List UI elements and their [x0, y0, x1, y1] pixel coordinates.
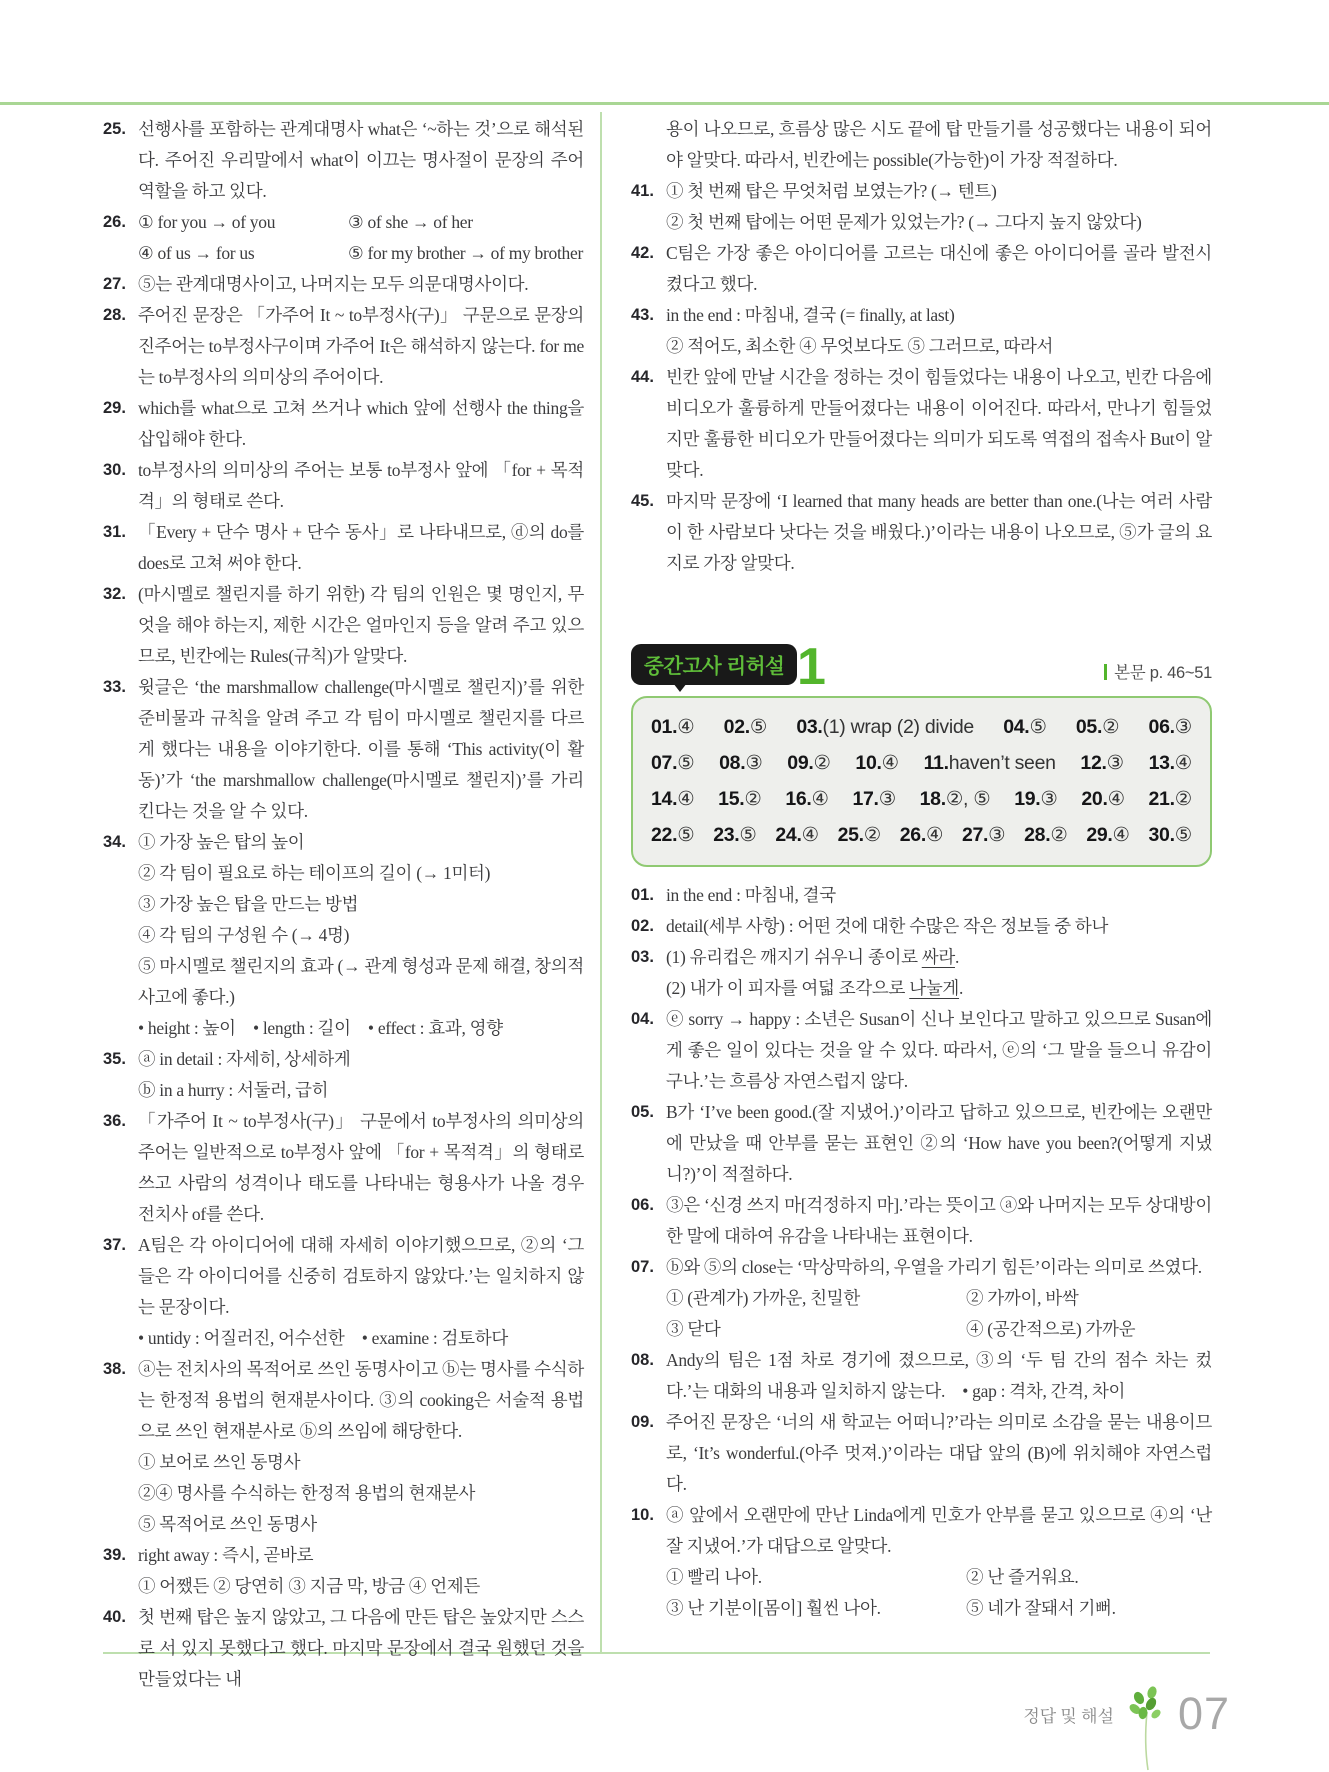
answer-key-box: [631, 696, 1212, 867]
item-body: [138, 1354, 584, 1540]
answer-number: 21.: [1148, 788, 1175, 810]
answer-entry: [651, 709, 694, 745]
item-text: ⑤ 목적어로 쓰인 동명사: [138, 1514, 317, 1534]
page-footer: [1023, 1672, 1230, 1756]
footer-label: 정답 및 해설: [1023, 1706, 1114, 1726]
item-number: 07.: [631, 1258, 654, 1276]
item-text: 「Every + 단수 명사 + 단수 동사」로 나타내므로, ⓓ의 do를 does로 고쳐 써야 한다.: [138, 522, 584, 573]
answer-value: ④: [677, 788, 695, 810]
item-text: 주어진 문장은 ‘너의 새 학교는 어떠니?’라는 의미로 소감을 묻는 내용이므로, ‘It’s wonderful.(아주 멋져.)’이라는 대답 앞의 (B)에 위치해야 자연스럽다.: [666, 1412, 1212, 1494]
item-text: 마지막 문장에 ‘I learned that many heads are better than one.(나는 여러 사람이 한 사람보다 낫다는 것을 배웠다.)’이라는 내용이 나오므로, ⑤가 글의 요지로 가장 알맞다.: [666, 491, 1212, 573]
answer-entry: [852, 781, 895, 817]
item-text: ④ 각 팀의 구성원 수 (→ 4명): [138, 925, 350, 945]
answer-number: 14.: [651, 788, 678, 810]
answer-entry: [713, 817, 756, 853]
answer-number: 27.: [961, 824, 989, 846]
item-number: 44.: [631, 368, 654, 386]
answer-entry: [1149, 817, 1192, 853]
option-text: ⑤ for my brother → of my brother: [348, 243, 583, 263]
item-text: ⓑ와 ⑤의 close는 ‘막상막하의, 우열을 가리기 힘든’이라는 의미로 쓰였다.: [666, 1257, 1202, 1277]
answer-entry: [855, 745, 898, 781]
item-body: [666, 1345, 1212, 1407]
item-text: ⓐ 앞에서 오랜만에 만난 Linda에게 민호가 안부를 묻고 있으므로 ④의 ‘난 잘 지냈어.’가 대답으로 알맞다.: [666, 1505, 1212, 1556]
item-body: [666, 1252, 1212, 1345]
item-text: 선행사를 포함하는 관계대명사 what은 ‘~하는 것’으로 해석된다. 주어진 우리말에서 what이 이끄는 명사절이 문장의 주어 역할을 하고 있다.: [138, 119, 584, 201]
explanation-item: [631, 880, 1212, 911]
answer-entry: [1003, 709, 1046, 745]
item-text: 윗글은 ‘the marshmallow challenge(마시멜로 챌린지)’를 위한 준비물과 규칙을 알려 주고 각 팀이 마시멜로 챌린지를 다르게 했다는 내용을 이야기한다. 이를 통해 ‘This activity(이 활동)’가 ‘the marshmallow challenge(마시멜로 챌린지)’를 가리킨다는 것을 알 수 있다.: [138, 677, 584, 821]
answer-row: [651, 817, 1192, 853]
answer-entry: [785, 781, 828, 817]
item-body: [138, 1230, 584, 1354]
item-text: ⓐ는 전치사의 목적어로 쓰인 동명사이고 ⓑ는 명사를 수식하는 한정적 용법의 현재분사이다. ③의 cooking은 서술적 용법으로 쓰인 현재분사로 ⓑ의 쓰임에 해당한다.: [138, 1359, 584, 1441]
item-body: [666, 362, 1212, 486]
explanation-item: [103, 579, 584, 672]
answer-value: ④: [677, 716, 695, 738]
explanation-item: [103, 1230, 584, 1354]
answer-section-header: [631, 635, 1212, 696]
option-text: ③ 난 기분이[몸이] 훨씬 나아.: [666, 1598, 881, 1618]
item-number: 34.: [103, 833, 126, 851]
item-number: 09.: [631, 1413, 654, 1431]
item-text: ① 어쨌든 ② 당연히 ③ 지금 막, 방금 ④ 언제든: [138, 1576, 481, 1596]
item-body: [138, 579, 584, 672]
item-body: [138, 269, 584, 300]
item-body: [666, 911, 1212, 942]
answer-value: ⑤: [739, 824, 757, 846]
answer-entry: [796, 709, 974, 745]
answer-entry: [651, 781, 694, 817]
answer-value: ⑤: [677, 824, 695, 846]
explanation-item: [631, 911, 1212, 942]
item-number: 31.: [103, 523, 126, 541]
item-number: 08.: [631, 1351, 654, 1369]
option-text: ③ of she → of her: [348, 212, 473, 232]
answer-value: ③: [1106, 752, 1124, 774]
answer-value: ③: [1040, 788, 1058, 810]
item-body: [138, 1106, 584, 1230]
explanation-item: [631, 114, 1212, 176]
answer-entry: [651, 817, 694, 853]
leaf-sprig-icon: [1128, 1686, 1166, 1770]
explanation-item: [631, 176, 1212, 238]
item-text: 「가주어 It ~ to부정사(구)」 구문에서 to부정사의 의미상의 주어는 일반적으로 to부정사 앞에 「for + 목적격」의 형태로 쓰고 사람의 성격이나 태도를 나타내는 형용사가 나올 경우 전치사 of를 쓴다.: [138, 1111, 584, 1224]
answer-value: ④: [1112, 824, 1130, 846]
item-text: 주어진 문장은 「가주어 It ~ to부정사(구)」 구문으로 문장의 진주어는 to부정사구이며 가주어 It은 해석하지 않는다. for me는 to부정사의 의미상의 주어이다.: [138, 305, 584, 387]
item-body: [666, 1097, 1212, 1190]
answer-number: 23.: [713, 824, 740, 846]
answer-number: 18.: [919, 788, 946, 810]
item-body: [138, 455, 584, 517]
left-column: [103, 114, 584, 1695]
answer-value: ②: [813, 752, 831, 774]
answer-entry: [1024, 817, 1067, 853]
explanation-item: [103, 827, 584, 1044]
explanation-item: [631, 1252, 1212, 1345]
item-number: 41.: [631, 182, 654, 200]
item-body: [666, 942, 1212, 1004]
answer-entry: [775, 817, 818, 853]
answer-value: ④: [881, 752, 899, 774]
answer-number: 16.: [785, 788, 812, 810]
answer-entry: [1149, 781, 1192, 817]
item-number: 40.: [103, 1608, 126, 1626]
answer-entry: [1149, 709, 1192, 745]
item-body: [138, 1540, 584, 1602]
answer-entry: [787, 745, 830, 781]
answer-number: 12.: [1080, 752, 1107, 774]
item-body: [138, 300, 584, 393]
answer-number: 17.: [852, 788, 879, 810]
explanation-item: [103, 1602, 584, 1695]
answer-number: 30.: [1148, 824, 1175, 846]
item-text: ① 가장 높은 탑의 높이: [138, 832, 305, 852]
item-text: 첫 번째 탑은 높지 않았고, 그 다음에 만든 탑은 높았지만 스스로 서 있지 못했다고 했다. 마지막 문장에서 결국 원했던 것을 만들었다는 내: [138, 1607, 584, 1689]
item-text: ② 첫 번째 탑에는 어떤 문제가 있었는가? (→ 그다지 높지 않았다): [666, 212, 1142, 232]
option-text: ④ of us → for us: [138, 243, 255, 263]
explanation-item: [631, 486, 1212, 579]
answer-value: ②: [1050, 824, 1068, 846]
item-text: ⑤는 관계대명사이고, 나머지는 모두 의문대명사이다.: [138, 274, 529, 294]
item-number: 29.: [103, 399, 126, 417]
item-text: 용이 나오므로, 흐름상 많은 시도 끝에 탑 만들기를 성공했다는 내용이 되어야 알맞다. 따라서, 빈칸에는 possible(가능한)이 가장 적절하다.: [666, 119, 1212, 170]
item-number: 25.: [103, 120, 126, 138]
item-text: • height : 높이 • length : 길이 • effect : 효과, 영향: [138, 1018, 503, 1038]
item-text: ⓐ in detail : 자세히, 상세하게: [138, 1049, 351, 1069]
answer-row: [651, 709, 1192, 745]
answer-entry: [719, 745, 762, 781]
answer-entry: [651, 745, 694, 781]
item-text: ① 보어로 쓰인 동명사: [138, 1452, 301, 1472]
item-text: right away : 즉시, 곧바로: [138, 1545, 314, 1565]
answer-number: 02.: [723, 716, 750, 738]
explanation-item: [103, 1540, 584, 1602]
option-text: ① (관계가) 가까운, 친밀한: [666, 1288, 860, 1308]
item-body: [138, 517, 584, 579]
answer-number: 25.: [837, 824, 864, 846]
answer-value: ④: [801, 824, 819, 846]
item-number: 03.: [631, 948, 654, 966]
item-number: 28.: [103, 306, 126, 324]
answer-value: ③: [878, 788, 896, 810]
answer-row: [651, 781, 1192, 817]
option-text: ② 난 즐거워요.: [966, 1567, 1079, 1587]
ref-bar-icon: [1104, 664, 1107, 680]
column-divider-line: [600, 112, 602, 1652]
item-text: to부정사의 의미상의 주어는 보통 to부정사 앞에 「for + 목적격」의 형태로 쓴다.: [138, 460, 584, 511]
explanation-item: [631, 942, 1212, 1004]
option-text: ④ (공간적으로) 가까운: [966, 1319, 1136, 1339]
item-number: 42.: [631, 244, 654, 262]
item-text: (마시멜로 챌린지를 하기 위한) 각 팀의 인원은 몇 명인지, 무엇을 해야 하는지, 제한 시간은 얼마인지 등을 알려 주고 있으므로, 빈칸에는 Rules(규칙)가 알맞다.: [138, 584, 584, 666]
explanation-item: [103, 269, 584, 300]
item-body: [138, 827, 584, 1044]
item-number: 38.: [103, 1360, 126, 1378]
explanation-item: [631, 1345, 1212, 1407]
explanation-item: [103, 207, 584, 269]
item-number: 01.: [631, 886, 654, 904]
item-text: 빈칸 앞에 만날 시간을 정하는 것이 힘들었다는 내용이 나오고, 빈칸 다음에 비디오가 훌륭하게 만들어졌다는 내용이 이어진다. 따라서, 만나기 힘들었지만 훌륭한 비디오가 만들어졌다는 의미가 되도록 역접의 접속사 But이 알맞다.: [666, 367, 1212, 480]
item-text: C팀은 가장 좋은 아이디어를 고르는 대신에 좋은 아이디어를 골라 발전시켰다고 했다.: [666, 243, 1212, 294]
item-body: [666, 1190, 1212, 1252]
item-body: [138, 207, 584, 269]
right-column: [631, 114, 1212, 1624]
answer-number: 28.: [1024, 824, 1051, 846]
item-number: 32.: [103, 585, 126, 603]
answer-number: 06.: [1148, 716, 1175, 738]
answer-value: ④: [1174, 752, 1192, 774]
page-number: 07: [1177, 1688, 1230, 1739]
explanation-item: [103, 1106, 584, 1230]
explanation-item: [631, 1190, 1212, 1252]
answer-value: ②: [1174, 788, 1192, 810]
explanation-item: [631, 1004, 1212, 1097]
item-number: 30.: [103, 461, 126, 479]
item-body: [666, 1500, 1212, 1624]
explanation-item: [103, 300, 584, 393]
item-number: 45.: [631, 492, 654, 510]
answer-entry: [1149, 745, 1192, 781]
option-text: ③ 닫다: [666, 1319, 721, 1339]
explanation-item: [103, 393, 584, 455]
answer-number: 24.: [775, 824, 802, 846]
options-row: [666, 1593, 1212, 1624]
answer-number: 08.: [719, 752, 746, 774]
explanation-item: [631, 300, 1212, 362]
answer-value: ④: [811, 788, 829, 810]
item-body: [666, 300, 1212, 362]
item-number: 04.: [631, 1010, 654, 1028]
answer-entry: [1086, 817, 1129, 853]
answer-number: 04.: [1003, 716, 1030, 738]
item-text: ⑤ 마시멜로 챌린지의 효과 (→ 관계 형성과 문제 해결, 창의적 사고에 좋다.): [138, 956, 584, 1007]
explanation-item: [103, 1044, 584, 1106]
right-column-bottom-items: [631, 880, 1212, 1624]
item-text: in the end : 마침내, 결국 (= finally, at last): [666, 305, 955, 325]
options-row: [666, 1283, 1212, 1314]
item-text: ⓑ in a hurry : 서둘러, 급히: [138, 1080, 329, 1100]
explanation-item: [103, 114, 584, 207]
item-text: ③ 가장 높은 탑을 만드는 방법: [138, 894, 359, 914]
item-body: [138, 1602, 584, 1695]
answer-value: ③: [1174, 716, 1192, 738]
answer-value: ⑤: [749, 716, 768, 738]
answer-value: haven’t seen: [948, 752, 1056, 774]
item-text: A팀은 각 아이디어에 대해 자세히 이야기했으므로, ②의 ‘그들은 각 아이디어를 신중히 검토하지 않았다.’는 일치하지 않는 문장이다.: [138, 1235, 584, 1317]
item-number: 26.: [103, 213, 126, 231]
item-body: [138, 393, 584, 455]
source-ref: [1104, 659, 1212, 683]
options-row: [666, 1314, 1212, 1345]
answer-entry: [1080, 745, 1123, 781]
item-number: 33.: [103, 678, 126, 696]
item-text: ② 각 팀이 필요로 하는 테이프의 길이 (→ 1미터): [138, 863, 491, 883]
answer-number: 26.: [899, 824, 926, 846]
item-text: detail(세부 사항) : 어떤 것에 대한 수많은 작은 정보들 중 하나: [666, 916, 1109, 936]
option-text: ① for you → of you: [138, 212, 276, 232]
answer-entry: [1014, 781, 1057, 817]
option-text: ② 가까이, 바싹: [966, 1288, 1079, 1308]
right-column-top-items: [631, 114, 1212, 579]
item-text: ② 적어도, 최소한 ④ 무엇보다도 ⑤ 그러므로, 따라서: [666, 336, 1054, 356]
answer-entry: [900, 817, 943, 853]
section-badge: 중간고사 리허설: [631, 644, 797, 685]
item-body: [666, 486, 1212, 579]
answer-entry: [718, 781, 761, 817]
item-number: 39.: [103, 1546, 126, 1564]
item-text: which를 what으로 고쳐 쓰거나 which 앞에 선행사 the thing을 삽입해야 한다.: [138, 398, 584, 449]
item-text: (1) 유리컵은 깨지기 쉬우니 종이로 싸라.: [666, 947, 960, 967]
item-body: [666, 114, 1212, 176]
option-text: ⑤ 네가 잘돼서 기뻐.: [966, 1598, 1116, 1618]
source-ref-text: 본문 p. 46~51: [1114, 664, 1212, 682]
item-number: 05.: [631, 1103, 654, 1121]
item-text: • untidy : 어질러진, 어수선한 • examine : 검토하다: [138, 1328, 508, 1348]
item-text: (2) 내가 이 피자를 여덟 조각으로 나눌게.: [666, 978, 964, 998]
answer-number: 07.: [651, 752, 678, 774]
answer-number: 22.: [651, 824, 678, 846]
item-text: ① 첫 번째 탑은 무엇처럼 보였는가? (→ 텐트): [666, 181, 997, 201]
answer-entry: [962, 817, 1005, 853]
answer-entry: [1076, 709, 1119, 745]
answer-number: 01.: [651, 716, 678, 738]
answer-number: 05.: [1075, 716, 1103, 738]
item-body: [138, 114, 584, 207]
answer-number: 15.: [718, 788, 745, 810]
item-body: [666, 176, 1212, 238]
item-body: [666, 238, 1212, 300]
answer-value: (1) wrap (2) divide: [822, 716, 974, 738]
options-row: [666, 1562, 1212, 1593]
item-number: 02.: [631, 917, 654, 935]
answer-value: ⑤: [1174, 824, 1192, 846]
answer-value: ⑤: [1029, 716, 1047, 738]
answer-number: 19.: [1014, 788, 1041, 810]
answer-entry: [920, 781, 991, 817]
item-number: 27.: [103, 275, 126, 293]
item-number: 36.: [103, 1112, 126, 1130]
answer-entry: [924, 745, 1056, 781]
explanation-item: [631, 1407, 1212, 1500]
answer-entry: [1081, 781, 1124, 817]
item-body: [666, 1004, 1212, 1097]
explanation-item: [103, 672, 584, 827]
options-row: [138, 238, 584, 269]
answer-value: ③: [745, 752, 763, 774]
answer-number: 29.: [1086, 824, 1113, 846]
answer-number: 03.: [796, 716, 823, 738]
item-text: ②④ 명사를 수식하는 한정적 용법의 현재분사: [138, 1483, 476, 1503]
item-text: ③은 ‘신경 쓰지 마[걱정하지 마].’라는 뜻이고 ⓐ와 나머지는 모두 상대방이 한 말에 대하여 유감을 나타내는 표현이다.: [666, 1195, 1212, 1246]
explanation-item: [103, 455, 584, 517]
answer-value: ④: [1107, 788, 1125, 810]
answer-number: 09.: [787, 752, 814, 774]
answer-number: 11.: [923, 752, 949, 774]
item-number: 43.: [631, 306, 654, 324]
answer-number: 10.: [855, 752, 882, 774]
item-body: [666, 880, 1212, 911]
item-text: Andy의 팀은 1점 차로 경기에 졌으므로, ③의 ‘두 팀 간의 점수 차는 컸다.’는 대화의 내용과 일치하지 않는다. • gap : 격차, 간격, 차이: [666, 1350, 1212, 1401]
item-number: 10.: [631, 1506, 654, 1524]
item-number: 37.: [103, 1236, 126, 1254]
answer-entry: [838, 817, 881, 853]
answer-value: ④: [925, 824, 944, 846]
answer-value: ③: [988, 824, 1006, 846]
option-text: ① 빨리 나아.: [666, 1567, 762, 1587]
item-text: in the end : 마침내, 결국: [666, 885, 836, 905]
answer-value: ②, ⑤: [945, 788, 991, 810]
answer-value: ⑤: [677, 752, 695, 774]
item-body: [666, 1407, 1212, 1500]
item-number: 06.: [631, 1196, 654, 1214]
item-body: [138, 1044, 584, 1106]
answer-value: ②: [744, 788, 762, 810]
answer-entry: [724, 709, 767, 745]
item-text: B가 ‘I’ve been good.(잘 지냈어.)’이라고 답하고 있으므로, 빈칸에는 오랜만에 만났을 때 안부를 묻는 표현인 ②의 ‘How have you been?(어떻게 지냈니?)’이 적절하다.: [666, 1102, 1212, 1184]
explanation-item: [103, 1354, 584, 1540]
options-row: [138, 207, 584, 238]
top-divider-line: [0, 102, 1329, 105]
item-text: ⓔ sorry → happy : 소년은 Susan이 신나 보인다고 말하고 있으므로 Susan에게 좋은 일이 있다는 것을 알 수 있다. 따라서, ⓔ의 ‘그 말을 들으니 유감이구나.’는 흐름상 자연스럽지 않다.: [666, 1009, 1212, 1091]
explanation-item: [103, 517, 584, 579]
answer-value: ②: [863, 824, 881, 846]
answer-number: 13.: [1148, 752, 1175, 774]
item-number: 35.: [103, 1050, 126, 1068]
answer-value: ②: [1102, 716, 1120, 738]
item-body: [138, 672, 584, 827]
explanation-item: [631, 362, 1212, 486]
explanation-item: [631, 238, 1212, 300]
answer-row: [651, 745, 1192, 781]
explanation-item: [631, 1500, 1212, 1624]
section-number: 1: [797, 638, 826, 696]
explanation-item: [631, 1097, 1212, 1190]
answer-number: 20.: [1081, 788, 1108, 810]
